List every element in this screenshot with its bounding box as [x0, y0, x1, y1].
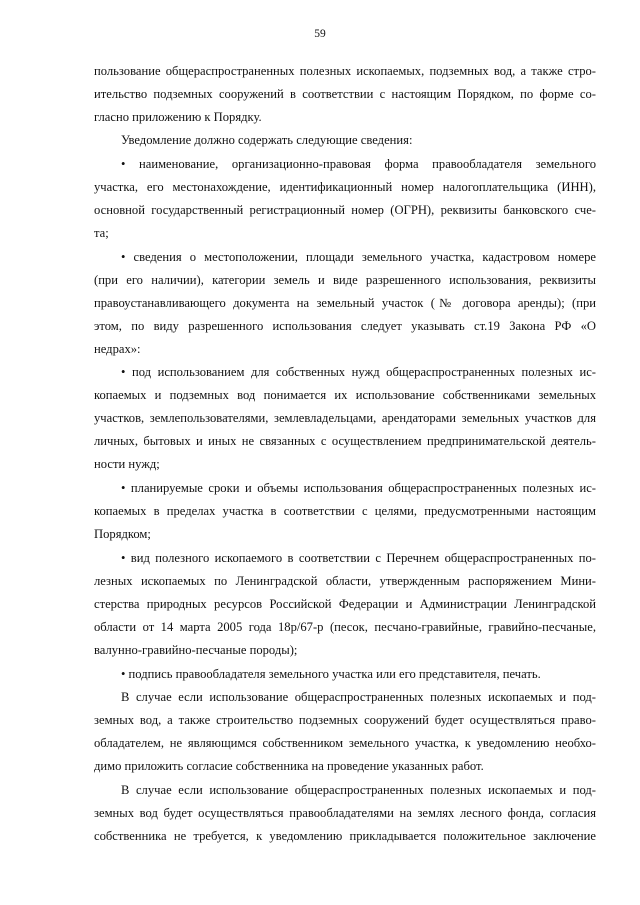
text-line: валунно-гравийно-песчаные породы);: [94, 643, 298, 657]
text-line: димо приложить согласие собственника на проведение указанных работ.: [94, 759, 484, 773]
text-line: участка, его местонахождение, идентификационный номер налогоплательщика (ИНН),: [94, 180, 596, 194]
text-line: • планируемые сроки и объемы использования общераспространенных полезных ис-: [121, 481, 596, 495]
text-line: ности нужд;: [94, 457, 160, 471]
text-line: Порядком;: [94, 527, 151, 541]
page-number: 59: [314, 28, 326, 40]
text-line: В случае если использование общераспространенных полезных ископаемых и под-: [121, 783, 596, 797]
text-line: копаемых и подземных вод понимается их использование собственниками земельных: [94, 388, 596, 402]
text-line: • подпись правообладателя земельного участка или его представителя, печать.: [121, 667, 541, 681]
text-line: земных вод, а также строительство подземных сооружений будет осуществляться право-: [94, 713, 596, 727]
text-line: та;: [94, 226, 109, 240]
text-line: недрах»:: [94, 342, 141, 356]
text-line: пользование общераспространенных полезных ископаемых, подземных вод, а также стро-: [94, 64, 596, 78]
text-line: ительство подземных сооружений в соответствии с настоящим Порядком, по форме со-: [94, 87, 596, 101]
text-line: • под использованием для собственных нужд общераспространенных полезных ис-: [121, 365, 596, 379]
text-line: основной государственный регистрационный номер (ОГРН), реквизиты банковского сче-: [94, 203, 596, 217]
text-line: Уведомление должно содержать следующие сведения:: [121, 133, 413, 147]
text-line: правоустанавливающего документа на земельный участок (№ договора аренды); (при: [94, 296, 596, 310]
text-line: гласно приложению к Порядку.: [94, 110, 262, 124]
text-line: В случае если использование общераспространенных полезных ископаемых и под-: [121, 690, 596, 704]
text-line: обладателем, не являющимся собственником земельного участка, к уведомлению необхо-: [94, 736, 596, 750]
text-line: копаемых в пределах участка в соответствии с целями, предусмотренными настоящим: [94, 504, 596, 518]
text-line: • сведения о местоположении, площади земельного участка, кадастровом номере: [121, 250, 596, 264]
text-line: участков, землепользователями, землевладельцами, арендаторами земельных участков для: [94, 411, 596, 425]
text-line: земных вод будет осуществляться правообладателями на землях лесного фонда, согласия: [94, 806, 596, 820]
text-line: (при его наличии), категории земель и виде разрешенного использования, реквизиты: [94, 273, 596, 287]
text-line: лезных ископаемых по Ленинградской области, утвержденным распоряжением Мини-: [94, 574, 596, 588]
text-line: • наименование, организационно-правовая форма правообладателя земельного: [121, 157, 596, 171]
text-line: этом, по виду разрешенного использования следует указывать ст.19 Закона РФ «О: [94, 319, 596, 333]
text-line: • вид полезного ископаемого в соответствии с Перечнем общераспространенных по-: [121, 551, 596, 565]
text-line: области от 14 марта 2005 года 18р/67-р (песок, песчано-гравийные, гравийно-песчаные,: [94, 620, 596, 634]
text-line: стерства природных ресурсов Российской Федерации и Администрации Ленинградской: [94, 597, 596, 611]
text-line: собственника не требуется, к уведомлению прикладывается положительное заключение: [94, 829, 596, 843]
text-line: личных, бытовых и иных не связанных с осуществлением предпринимательской деятель-: [94, 434, 596, 448]
